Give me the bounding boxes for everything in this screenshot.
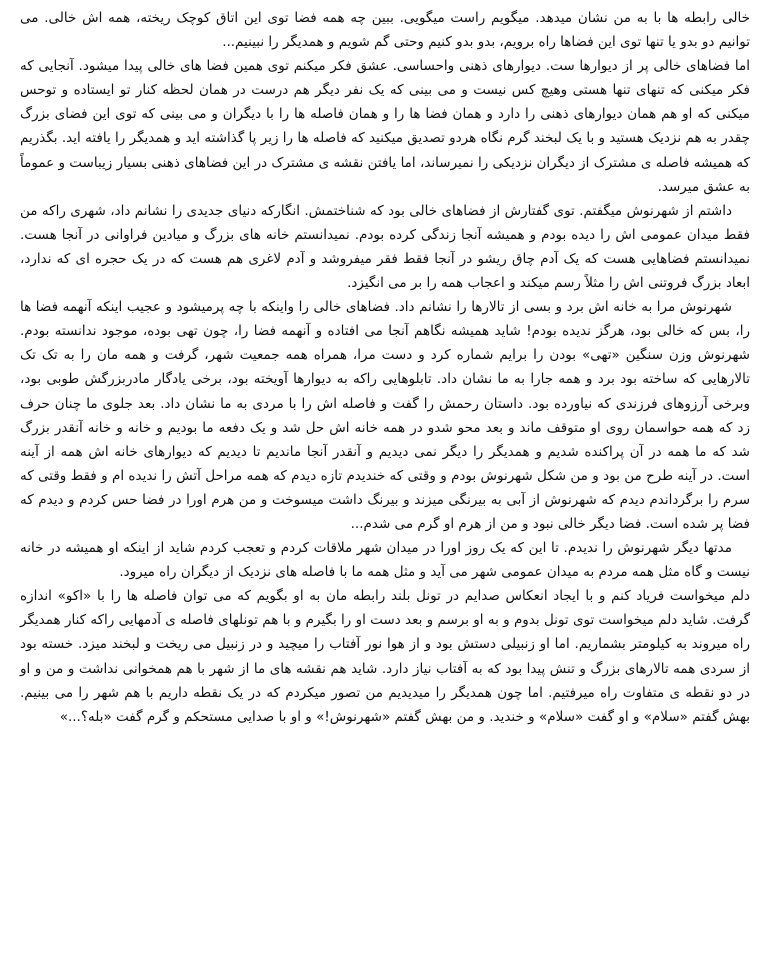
paragraph-5: مدتها دیگر شهرنوش را ندیدم. تا این که یک روز اورا در میدان شهر ملاقات کردم و تعجب کردم شاید از اینکه او همیشه در خانه نیست و گاه مثل همه مردم به میدان عمومی شهر می آید و مثل همه ما با فاصله های نزدیک از دیگران راه میرود. [20,540,750,581]
paragraph-2: اما فضاهای خالی پر از دیوارها ست. دیوارهای ذهنی واحساسی. عشق فکر میکنم توی همین فضا های خالی پیدا میشود. آنجایی که فکر میکنی که تنهای تنها هستی وهیچ کس نیست و می بینی که یک نفر دیگر هم درست در همان لحظه کنار تو ایستاده و توحس میکنی که او هم همان دیوارهای ذهنی را دارد و همان فضا ها را و همان فاصله ها را با دیگران و می بینی که توی این فضای بزرگ چقدر به هم نزدیک هستید و با یک لبخند گرم نگاه هردو تصدیق میکنید که فاصله ها را زیر پا گذاشته اید و همدیگر را یافته اید. بگذریم که همیشه فاصله ی مشترک از دیگران نزدیکی را نمیرساند، اما یافتن نقشه ی مشترک در این فضاهای ذهنی بسیار زیباست و عموماً به عشق میرسد. [20,58,750,195]
paragraph-4: شهرنوش مرا به خانه اش برد و بسی از تالارها را نشانم داد. فضاهای خالی را واینکه با چه پرمیشود و عجیب اینکه آنهمه فضا ها را، بس که خالی بود، هرگز ندیده بودم! شاید همیشه نگاهم آنجا می افتاده و آنهمه فضا را، چون تهی بوده، موجود ندانسته بودم. شهرنوش وزن سنگین «تهی» بودن را برایم شماره کرد و دست مرا، همراه همه جمعیت شهر، گرفت و همه مان را به تک تک تالارهایی که ساخته بود برد و همه جارا به ما نشان داد. تابلوهایی راکه به دیوارها آویخته بود، برخی یادگار مادربزرگش طوبی بود، وبرخی آرزوهای فرزندی که نیاورده بود. داستان رحمش را گفت و فاصله اش را با مردی به ما نشان داد. بعد جلوی ما چنان حرف زد که همه حواسمان روی او متوقف ماند و بعد محو شدو در همه خانه اش حل شد و یک دفعه ما بودیم و خانه و خانه آنقدر بزرگ شد که ما همه در آن پراکنده شدیم و همدیگر را دیگر نمی دیدیم و آنقدر آنجا ماندیم تا دیدیم که دیوارهای خانه اش همه از آینه است. در آینه طرح من بود و من شکل شهرنوش بودم و وقتی که خندیدم تازه دیدم که همه مراحل آتش را ندیده ام و فقط وقتی که سرم را برگرداندم دیدم که شهرنوش از آبی به بیرنگی میزند و بیرنگ داشت میسوخت و من هرم اورا در فضا حس کردم و دیدم که فضا پر شده است. فضا دیگر خالی نبود و من از هرم او گرم می شدم... [20,299,750,532]
paragraph-6: دلم میخواست فریاد کنم و با ایجاد انعکاس صدایم در تونل بلند رابطه مان به او بگویم که می توان فاصله ها را با «اکو» اندازه گرفت. شاید دلم میخواست توی تونل بدوم و به او برسم و بعد دست او را بگیرم و با هم تونلهای فاصله ی آدمهایی راکه کنار همدیگر راه میروند به کیلومتر بشماریم. اما او زنبیلی دستش بود و از هوا نور آفتاب را میچید و در زنبیل می ریخت و لبخند میزد. خسته بود از سردی همه تالارهای بزرگ و تنش پیدا بود که به آفتاب نیاز دارد. شاید هم نقشه های ما از شهر با هم همخوانی نداشت و من و او در دو نقطه ی متفاوت راه میرفتیم. اما چون همدیگر را میدیدیم من تصور میکردم که در یک نقطه داریم با هم شهر را می بینیم. بهش گفتم «سلام» و او گفت «سلام» و خندید. و من بهش گفتم «شهرنوش!» و او با صدایی مستحکم و گرم گفت «بله؟...» [20,588,750,725]
document-page [20,6,750,729]
paragraph-3: داشتم از شهرنوش میگفتم. توی گفتارش از فضاهای خالی بود که شناختمش. انگارکه دنیای جدیدی را نشانم داد، شهری راکه من فقط میدان عمومی اش را دیده بودم و همیشه آنجا زندگی کرده بودم. نمیدانستم خانه های بزرگ و میادین فراوانی در آنجا هست. نمیدانستم فضاهایی هست که یک آدم چاق ریشو در آنجا فقط فقر میفروشد و آدم لاغری هم هست که در یک حجره ای که ندارد، ابعاد بزرگ فروتنی اش را مثلاً رسم میکند و اعجاب همه را بر می انگیزد. [20,202,750,292]
paragraph-1: خالی رابطه ها با به من نشان میدهد. میگویم راست میگویی. ببین چه همه فضا توی این اتاق کوچک ریخته، همه اش خالی. می توانیم دو بدو یا تنها توی این فضاها راه برویم، بدو بدو کنیم وحتی گم شویم و همدیگر را نبینیم... [20,10,750,51]
